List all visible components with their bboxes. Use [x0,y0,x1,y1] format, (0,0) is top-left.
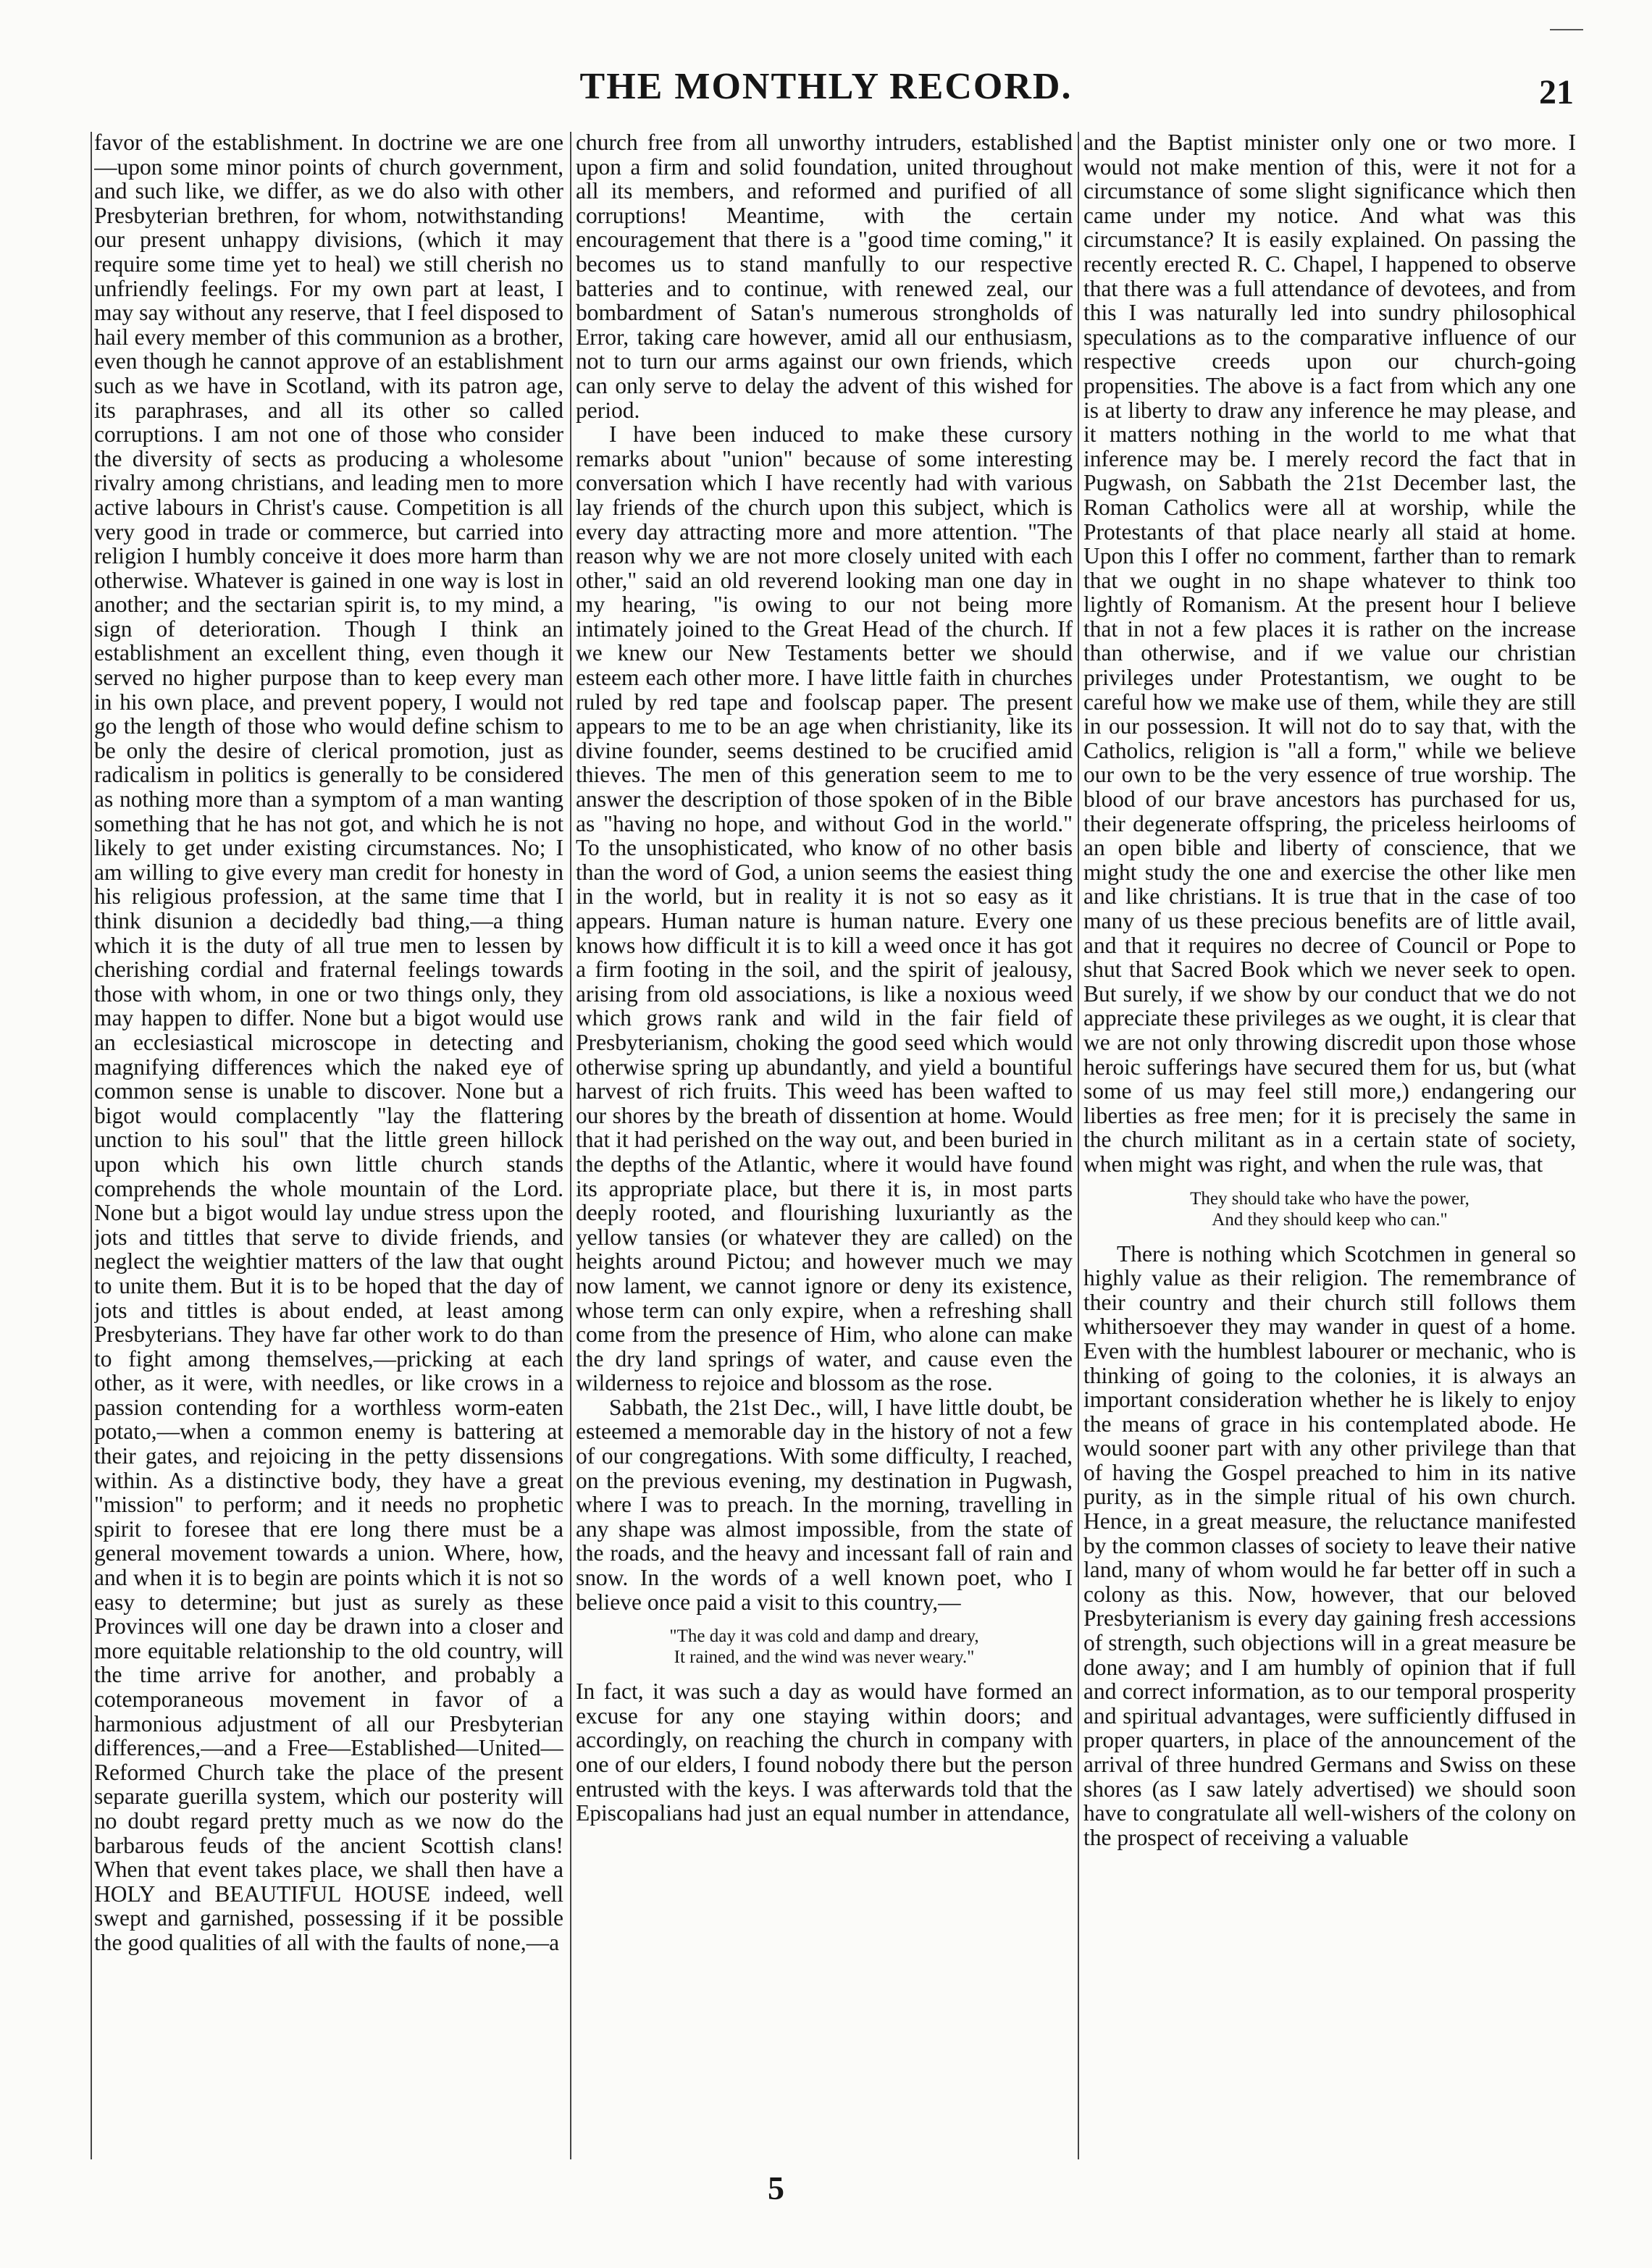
column-2-paragraph-1: church free from all unworthy intruders, established upon a firm and solid foundation, united throughout all its members, and reformed and purified of all corruptions! Meantime, with the certain encouragement that there is a "good time coming," it becomes us to stand manfully to our respective batteries and to continue, with renewed zeal, our bombardment of Satan's numerous strongholds of Error, taking care however, amid all our enthusiasm, not to turn our arms against our own friends, which can only serve to delay the advent of this wished for period. [576,130,1073,423]
column-rule-1 [570,132,571,2159]
page-title: THE MONTHLY RECORD. [579,66,1073,107]
column-2-paragraph-3: Sabbath, the 21st Dec., will, I have little doubt, be esteemed a memorable day in the history of not a few of our congregations. With some difficulty, I reached, on the previous evening, my destination in Pugwash, where I was to preach. In the morning, travelling in any shape was almost impossible, from the state of the roads, and the heavy and incessant fall of rain and snow. In the words of a well known poet, who I believe once paid a visit to this country,— [576,1394,1073,1615]
column-3-paragraph-2: There is nothing which Scotchmen in general so highly value as their religion. The remembrance of their country and their church still follows them whithersoever they may wander in quest of a home. Even with the humblest labourer or mechanic, who is thinking of going to the colonies, it is always an important consideration whether he is likely to enjoy the means of grace in his contemplated abode. He would sooner part with any other privilege than that of having the Gospel preached to him in its native purity, as in the simple ritual of his own church. Hence, in a great measure, the reluctance manifested by the common classes of society to leave their native land, many of whom would he far better off in such a colony as this. Now, however, that our beloved Presbyterianism is every day gaining fresh accessions of strength, such objections will in a great measure be done away; and I am humbly of opinion that if full and correct information, as to our temporal prosperity and spiritual advantages, were sufficiently diffused in proper quarters, in place of the announcement of the arrival of three hundred Germans and Swiss on these shores (as I saw lately advertised) we should soon have to congratulate all well-wishers of the colony on the prospect of receiving a valuable [1083,1240,1576,1850]
signature-mark: 5 [768,2170,784,2206]
column-2-paragraph-2: I have been induced to make these cursory remarks about "union" because of some interesting conversation which I have recently had with various lay friends of the church upon this subject, which is every day attracting more and more attention. "The reason why we are not more closely united with each other," said an old reverend looking man one day in my hearing, "is owing to our not being more intimately joined to the Great Head of the church. If we knew our New Testaments better we should esteem each other more. I have little faith in churches ruled by red tape and foolscap paper. The present appears to me to be an age when christianity, like its divine founder, seems destined to be crucified amid thieves. The men of this generation seem to me to answer the description of those spoken of in the Bible as "having no hope, and without God in the world." To the unsophisticated, who know of no other basis than the word of God, a union seems the easiest thing in the world, but in reality it is not so easy as it appears. Human nature is human nature. Every one knows how difficult it is to kill a weed once it has got a firm footing in the soil, and the spirit of jealousy, arising from old associations, is like a noxious weed which grows rank and wild in the fair field of Presbyterianism, choking the good seed which would otherwise spring up abundantly, and yield a bountiful harvest of rich fruits. This weed has been wafted to our shores by the breath of dissention at home. Would that it had perished on the way out, and been buried in the depths of the Atlantic, where it would have found its appropriate place, but there it is, in most parts deeply rooted, and flourishing luxuriantly as the yellow tansies (or whatever they are called) on the heights around Pictou; and however much we may now lament, we cannot ignore or deny its existence, whose term can only expire, when a refreshing shall come from the presence of Him, who alone can make the dry land springs of water, and cause even the wilderness to rejoice and blossom as the rose. [576,421,1073,1396]
verse-line: They should take who have the power, [1190,1188,1469,1209]
text-column-3 [1083,130,1576,2162]
corner-mark [1550,29,1583,30]
column-rule-left [91,132,92,2159]
page-number: 21 [1539,73,1574,112]
column-3-paragraph-1: and the Baptist minister only one or two more. I would not make mention of this, were it not for a circumstance of some slight significance which then came under my notice. And what was this circumstance? It is easily explained. On passing the recently erected R. C. Chapel, I happened to observe that there was a full attendance of devotees, and from this I was naturally led into sundry philosophical speculations as to the comparative influence of our respective creeds upon our church-going propensities. The above is a fact from which any one is at liberty to draw any inference he may please, and it matters nothing in the world to me what that inference may be. I merely record the fact that in Pugwash, on Sabbath the 21st December last, the Roman Catholics were all at worship, while the Protestants of that place nearly all staid at home. Upon this I offer no comment, farther than to remark that we ought in no shape whatever to think too lightly of Romanism. At the present hour I believe that in not a few places it is rather on the increase than otherwise, and if we value our christian privileges under Protestantism, we ought to be careful how we make use of them, while they are still in our possession. It will not do to say that, with the Catholics, religion is "all a form," while we believe our own to be the very essence of true worship. The blood of our brave ancestors has purchased for us, their degenerate offspring, the priceless heirlooms of an open bible and liberty of conscience, that we might study the one and exercise the other like men and like christians. It is true that in the case of too many of us these precious benefits are of little avail, and that it requires no decree of Council or Pope to shut that Sacred Book which we never seek to open. But surely, if we show by our conduct that we do not appreciate these privileges as we ought, it is clear that we are not only throwing discredit upon those whose heroic sufferings have secured them for us, but (what some of us may feel still more,) endangering our liberties as free men; for it is precisely the same in the church militant as in a certain state of society, when might was right, and when the rule was, that [1083,130,1576,1177]
column-1-paragraph-1: favor of the establishment. In doctrine we are one—upon some minor points of church government, and such like, we differ, as we do also with other Presbyterian brethren, for whom, notwithstanding our present unhappy divisions, (which it may require some time yet to heal) we still cherish no unfriendly feelings. For my own part at least, I may say without any reserve, that I feel disposed to hail every member of this communion as a brother, even though he cannot approve of an establishment such as we have in Scotland, with its patron age, its paraphrases, and all its other so called corruptions. I am not one of those who consider the diversity of sects as producing a wholesome rivalry among christians, and leading men to more active labours in Christ's cause. Competition is all very good in trade or commerce, but carried into religion I humbly conceive it does more harm than otherwise. Whatever is gained in one way is lost in another; and the sectarian spirit is, to my mind, a sign of deterioration. Though I think an establishment an excellent thing, even though it served no higher purpose than to keep every man in his own place, and prevent popery, I would not go the length of those who would define schism to be only the desire of clerical promotion, just as radicalism in politics is generally to be considered as nothing more than a symptom of a man wanting something that he has not got, and which he is not likely to get under existing circumstances. No; I am willing to give every man credit for honesty in his religious profession, at the same time that I think disunion a decidedly bad thing,—a thing which it is the duty of all true men to lessen by cherishing cordial and fraternal feelings towards those with whom, in one or two things only, they may happen to differ. None but a bigot would use an ecclesiastical microscope in detecting and magnifying differences which the naked eye of common sense is unable to discover. None but a bigot would complacently "lay the flattering unction to his soul" that the little green hillock upon which his own little church stands comprehends the whole mountain of the Lord. None but a bigot would lay undue stress upon the jots and tittles that serve to divide friends, and neglect the weightier matters of the law that ought to unite them. But it is to be hoped that the day of jots and tittles is about ended, at least among Presbyterians. They have far other work to do than to fight among themselves,—pricking at each other, as it were, with needles, or like crows in a passion contending for a worthless worm-eaten potato,—when a common enemy is battering at their gates, and rejoicing in the petty dissensions within. As a distinctive body, they have a great "mission" to perform; and it needs no prophetic spirit to foresee that ere long there must be a general movement towards a union. Where, how, and when it is to begin are points which it is not so easy to determine; but just as surely as these Provinces will one day be drawn into a closer and more equitable relationship to the old country, will the time arrive for another, and probably a cotemporaneous movement in favor of a harmonious adjustment of all our Presbyterian differences,—and a Free—Established—United—Reformed Church take the place of the present separate guerilla system, which our posterity will no doubt regard pretty much as we now do the barbarous feuds of the ancient Scottish clans! When that event takes place, we shall then have a HOLY and BEAUTIFUL HOUSE indeed, well swept and garnished, possessing if it be possible the good qualities of all with the faults of none,—a [94,130,563,1955]
column-rule-2 [1078,132,1079,2159]
text-column-2 [576,130,1073,2162]
verse-quotation-2 [1083,1188,1576,1230]
verse-line: "The day it was cold and damp and dreary, [669,1626,979,1647]
text-column-1 [94,130,563,2162]
verse-line: It rained, and the wind was never weary." [674,1647,975,1668]
verse-line: And they should keep who can." [1212,1209,1448,1230]
verse-quotation-1 [576,1626,1073,1668]
column-2-paragraph-4: In fact, it was such a day as would have formed an excuse for any one staying within doors; and accordingly, on reaching the church in company with one of our elders, I found nobody there but the person entrusted with the keys. I was afterwards told that the Episcopalians had just an equal number in attendance, [576,1679,1073,1826]
